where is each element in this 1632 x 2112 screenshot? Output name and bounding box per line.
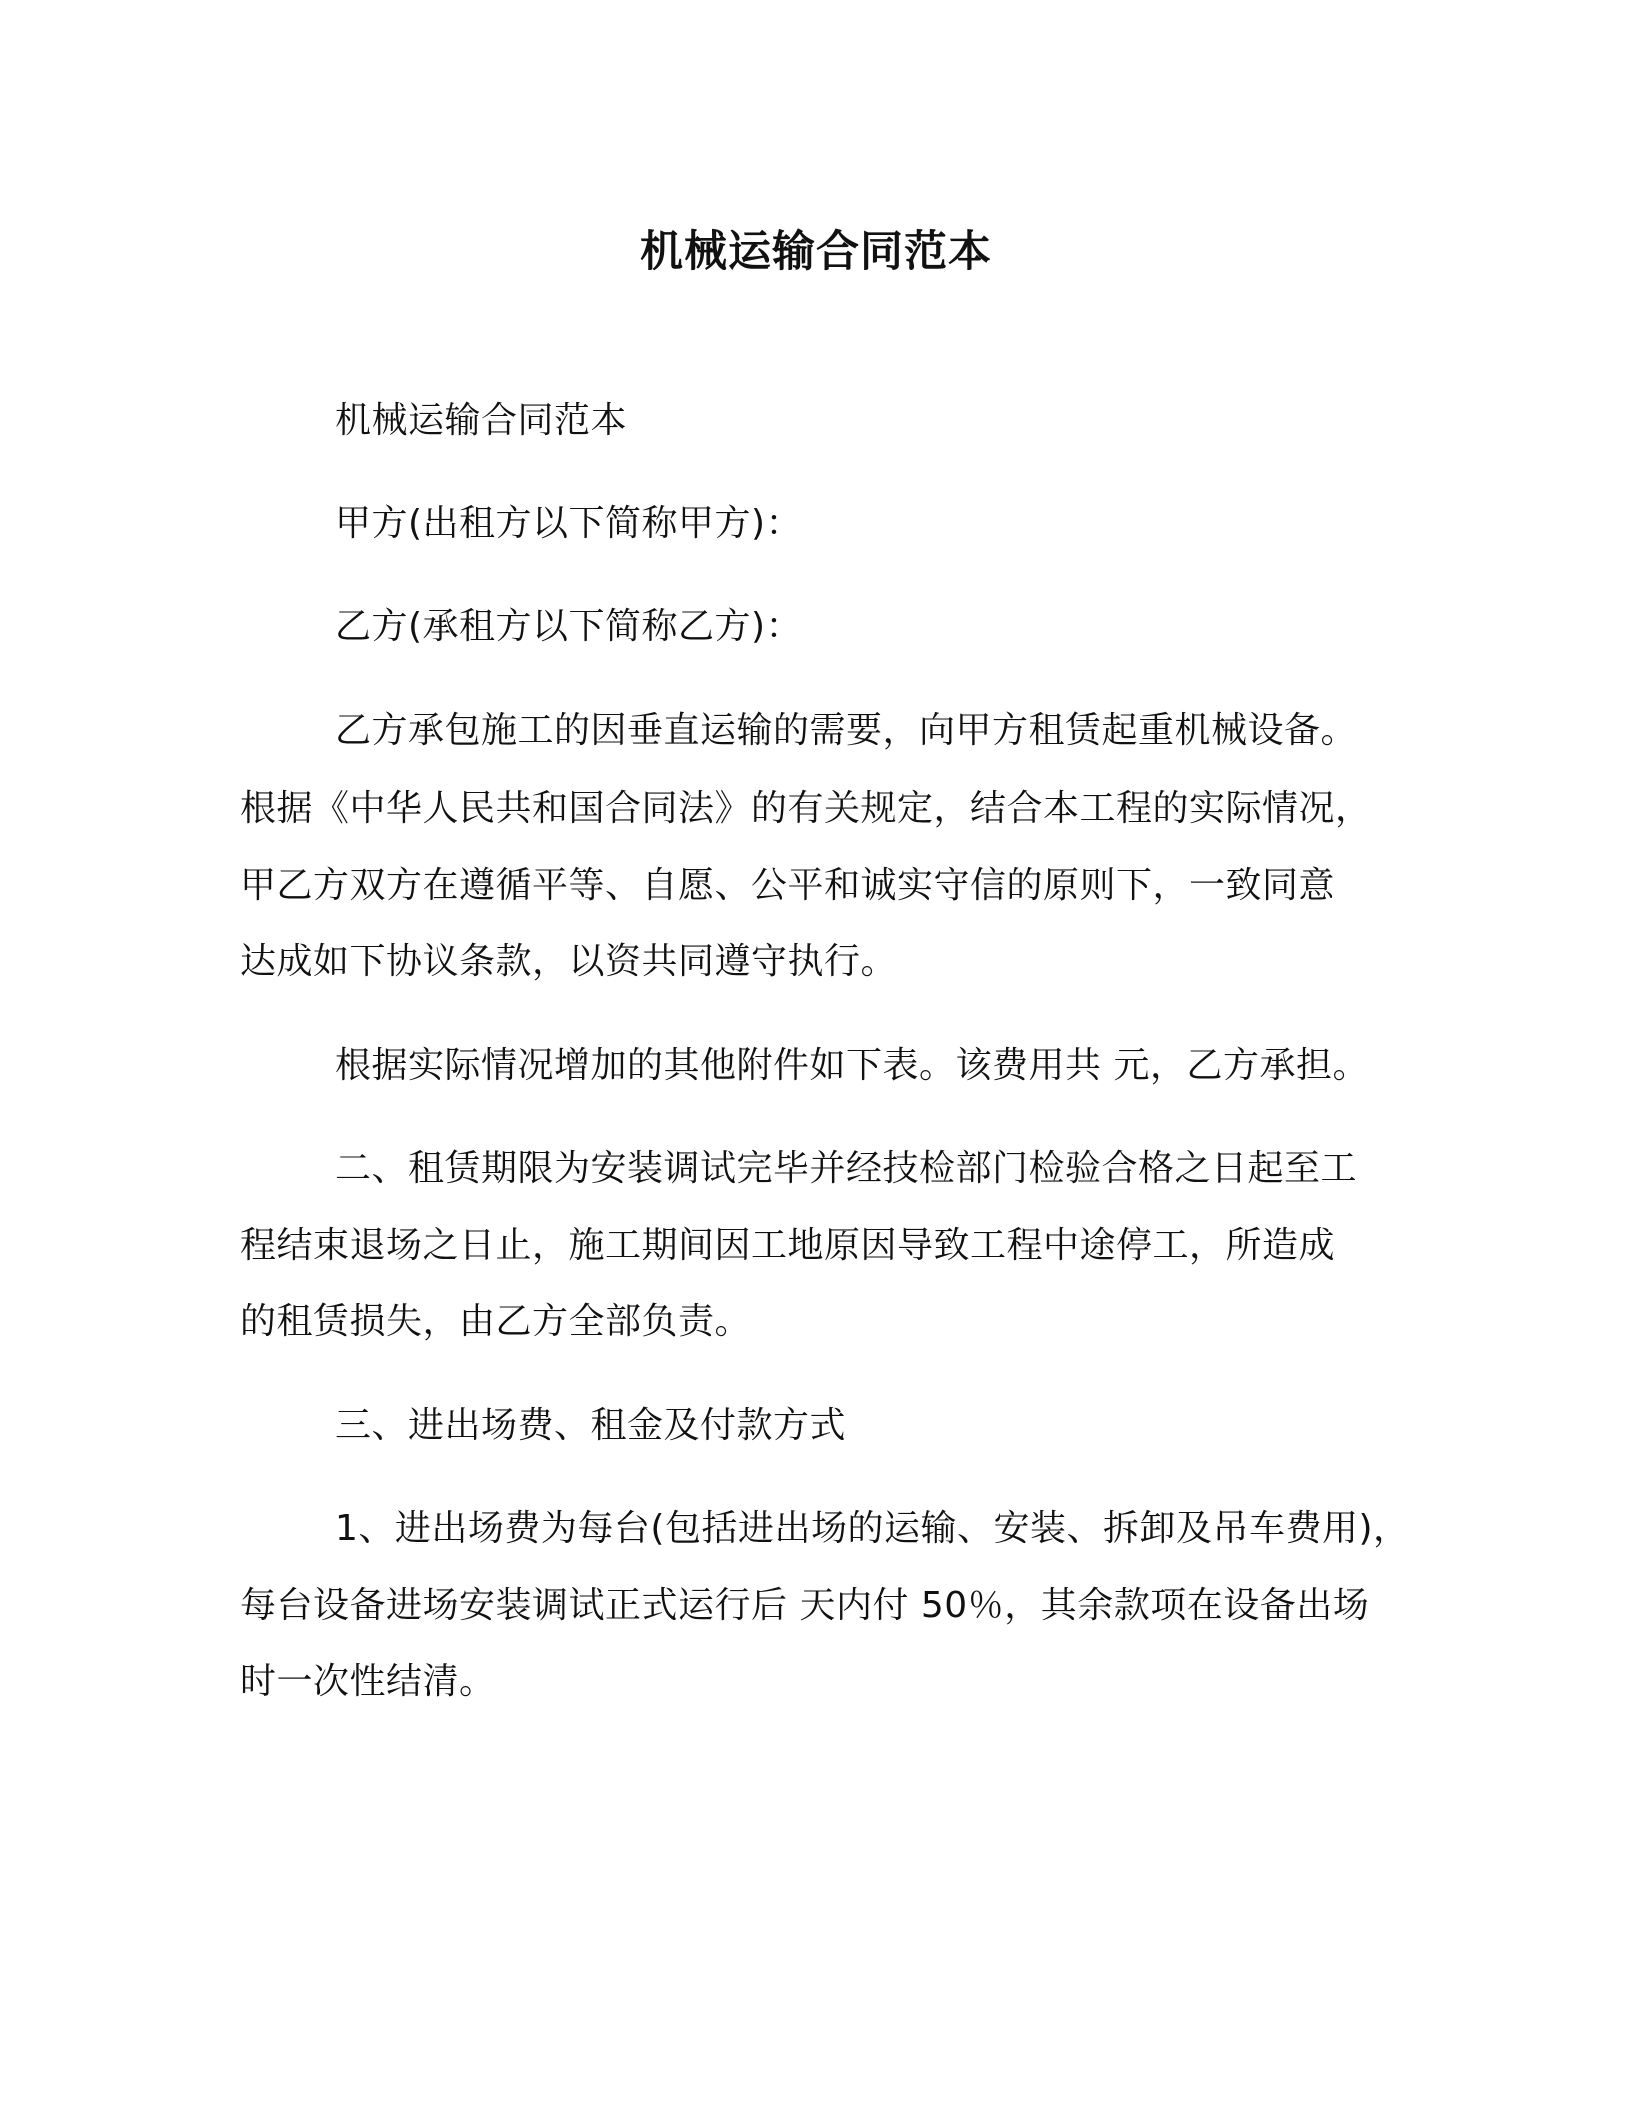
preamble-line-1: 乙方承包施工的因垂直运输的需要，向甲方租赁起重机械设备。: [335, 710, 1358, 751]
section-2-line-1: 二、租赁期限为安装调试完毕并经技检部门检验合格之日起至工: [335, 1148, 1358, 1189]
section-3-item-1-line-1: 1、进出场费为每台(包括进出场的运输、安装、拆卸及吊车费用)，: [335, 1508, 1410, 1549]
preamble-line-4: 达成如下协议条款，以资共同遵守执行。: [240, 941, 898, 982]
document-subtitle: 机械运输合同范本: [335, 400, 628, 441]
preamble-line-2: 根据《中华人民共和国合同法》的有关规定，结合本工程的实际情况，: [240, 788, 1372, 829]
section-3-heading: 三、进出场费、租金及付款方式: [335, 1405, 847, 1446]
preamble-line-3: 甲乙方双方在遵循平等、自愿、公平和诚实守信的原则下，一致同意: [240, 865, 1336, 906]
document-title: 机械运输合同范本: [640, 227, 992, 277]
section-3-item-1-line-2: 每台设备进场安装调试正式运行后 天内付 50％，其余款项在设备出场: [240, 1585, 1370, 1626]
party-b-line: 乙方(承租方以下简称乙方)：: [335, 606, 803, 647]
section-2-line-2: 程结束退场之日止，施工期间因工地原因导致工程中途停工，所造成: [240, 1225, 1336, 1266]
attachments-line: 根据实际情况增加的其他附件如下表。该费用共 元，乙方承担。: [335, 1045, 1369, 1086]
section-3-item-1-line-3: 时一次性结清。: [240, 1661, 496, 1702]
section-2-line-3: 的租赁损失，由乙方全部负责。: [240, 1301, 752, 1342]
party-a-line: 甲方(出租方以下简称甲方)：: [335, 503, 803, 544]
